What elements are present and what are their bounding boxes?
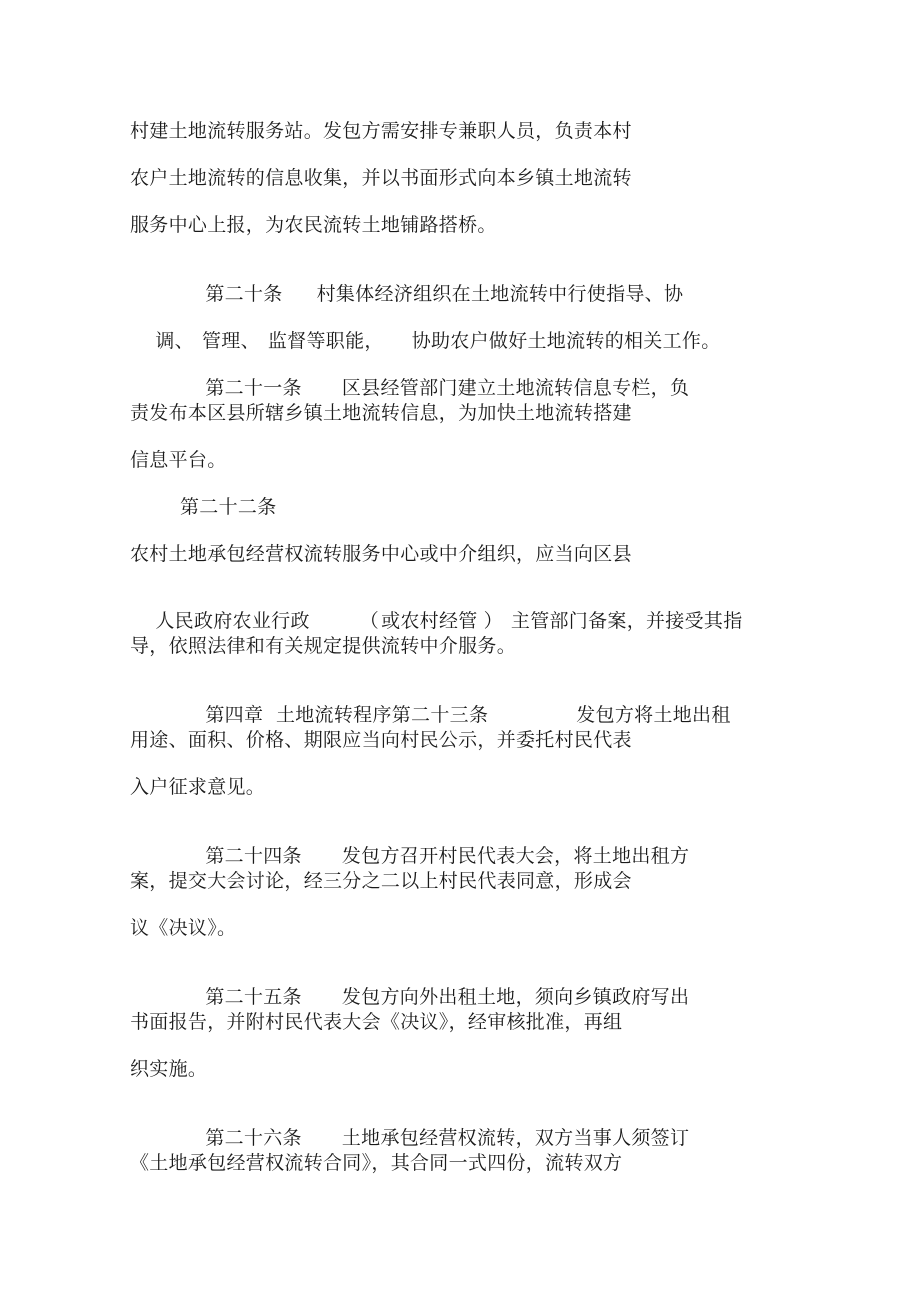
text-segment: 调、: [155, 330, 194, 352]
text-line: 议《决议》。: [130, 917, 237, 939]
text-line: 农户土地流转的信息收集，并以书面形式向本乡镇土地流转: [130, 167, 632, 189]
article-text: 发包方将土地出租: [576, 704, 731, 726]
article-number: 第二十六条: [205, 1127, 302, 1149]
text-segment: 监督等职能，: [267, 330, 384, 352]
text-segment: 或农村经管: [381, 610, 478, 632]
article-number: 第二十四条: [205, 845, 302, 867]
text-segment: （: [359, 610, 380, 632]
text-line: 导，依照法律和有关规定提供流转中介服务。: [130, 635, 517, 657]
text-line: 用途、面积、价格、期限应当向村民公示，并委托村民代表: [130, 729, 632, 751]
text-segment: 管理、: [201, 330, 260, 352]
text-segment: 主管部门备案，并接受其指: [510, 610, 743, 632]
text-segment: 人民政府农业行政: [155, 610, 310, 632]
text-segment: ）: [483, 610, 503, 632]
chapter-heading: 第四章 土地流转程序第二十三条: [205, 704, 489, 726]
article-text: 发包方向外出租土地，须向乡镇政府写出: [341, 986, 690, 1008]
article-text: 土地承包经营权流转，双方当事人须签订: [341, 1127, 690, 1149]
article-number: 第二十二条: [180, 496, 277, 518]
text-line: 《土地承包经营权流转合同》，其合同一式四份，流转双方: [130, 1152, 623, 1174]
text-line: 案，提交大会讨论，经三分之二以上村民代表同意，形成会: [130, 870, 632, 892]
text-line: 织实施。: [130, 1058, 208, 1080]
text-line: 信息平台。: [130, 449, 227, 471]
article-number: 第二十条: [205, 283, 283, 305]
text-line: 入户征求意见。: [130, 776, 266, 798]
text-line: 村建土地流转服务站。发包方需安排专兼职人员，负责本村: [130, 120, 632, 142]
article-text: 区县经管部门建立土地流转信息专栏，负: [341, 377, 690, 399]
text-line: 书面报告，并附村民代表大会《决议》，经审核批准，再组: [130, 1011, 623, 1033]
text-line: 服务中心上报，为农民流转土地铺路搭桥。: [130, 214, 497, 236]
text-line: 农村土地承包经营权流转服务中心或中介组织，应当向区县: [130, 543, 632, 565]
article-text: 村集体经济组织在土地流转中行使指导、协: [316, 283, 684, 305]
article-text: 发包方召开村民代表大会，将土地出租方: [341, 845, 690, 867]
text-segment: 协助农户做好土地流转的相关工作。: [411, 330, 721, 352]
article-number: 第二十一条: [205, 377, 302, 399]
article-number: 第二十五条: [205, 986, 302, 1008]
text-line: 责发布本区县所辖乡镇土地流转信息，为加快土地流转搭建: [130, 402, 632, 424]
